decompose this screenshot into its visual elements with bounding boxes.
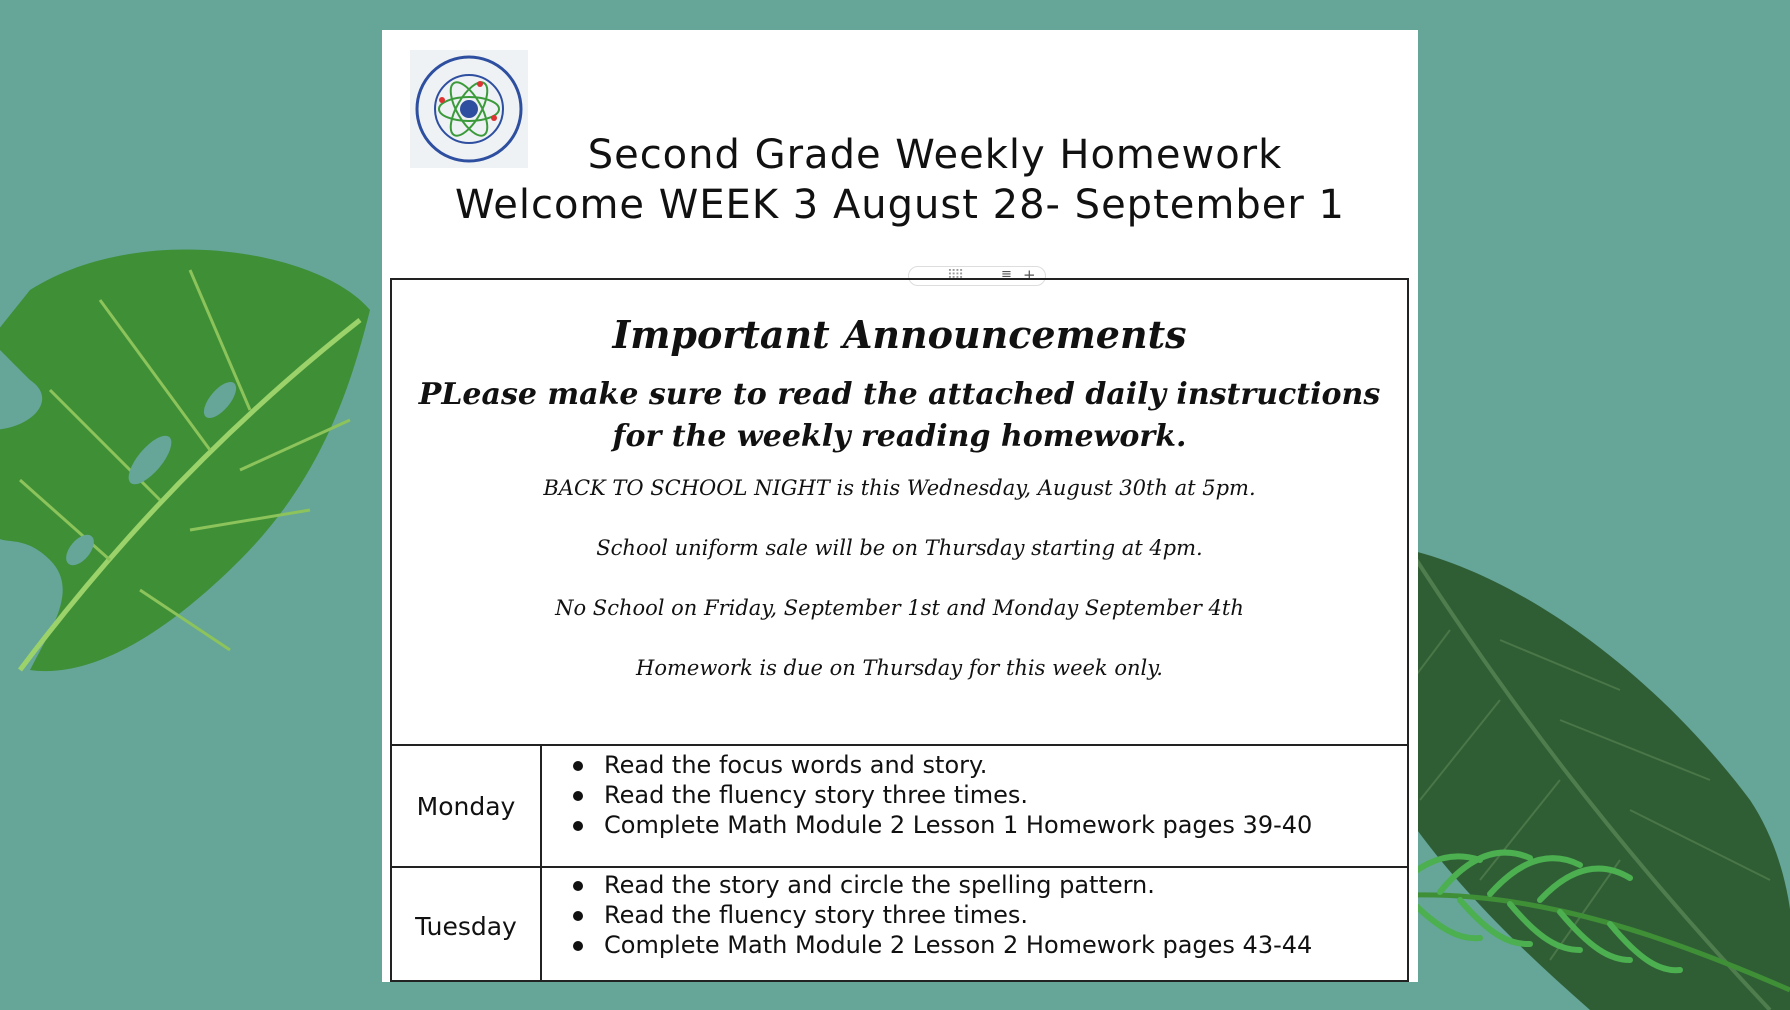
announcement-item: No School on Friday, September 1st and Monday September 4th <box>555 596 1244 620</box>
sort-icon[interactable]: ≡ <box>1001 267 1012 282</box>
task-item: Complete Math Module 2 Lesson 1 Homework pages 39-40 <box>604 810 1407 840</box>
task-item: Read the story and circle the spelling pattern. <box>604 870 1407 900</box>
page-title: Second Grade Weekly Homework <box>587 132 1283 178</box>
add-icon[interactable]: + <box>1023 266 1036 284</box>
announcements-lead: PLease make sure to read the attached daily instructions for the weekly reading homework. <box>418 377 1381 454</box>
task-list <box>544 750 1407 840</box>
week-subtitle: Welcome WEEK 3 August 28- September 1 <box>455 182 1345 228</box>
announcements-title: Important Announcements <box>612 312 1187 357</box>
announcement-item: School uniform sale will be on Thursday starting at 4pm. <box>596 536 1203 560</box>
homework-page <box>382 30 1418 982</box>
monstera-leaf-left <box>0 230 390 710</box>
task-item: Read the focus words and story. <box>604 750 1407 780</box>
task-list <box>544 870 1407 960</box>
homework-schedule <box>392 744 1407 982</box>
schedule-row-tuesday <box>392 868 1407 982</box>
task-item: Read the fluency story three times. <box>604 900 1407 930</box>
task-item: Complete Math Module 2 Lesson 2 Homework pages 43-44 <box>604 930 1407 960</box>
day-label: Monday <box>392 746 542 866</box>
drag-handle-icon[interactable]: ⠿⠿ <box>947 268 963 283</box>
schedule-row-monday <box>392 746 1407 868</box>
announcements-table <box>390 278 1409 982</box>
announcement-item: BACK TO SCHOOL NIGHT is this Wednesday, August 30th at 5pm. <box>543 476 1256 500</box>
day-label: Tuesday <box>392 868 542 982</box>
task-item: Read the fluency story three times. <box>604 780 1407 810</box>
announcement-item: Homework is due on Thursday for this week only. <box>636 656 1163 680</box>
